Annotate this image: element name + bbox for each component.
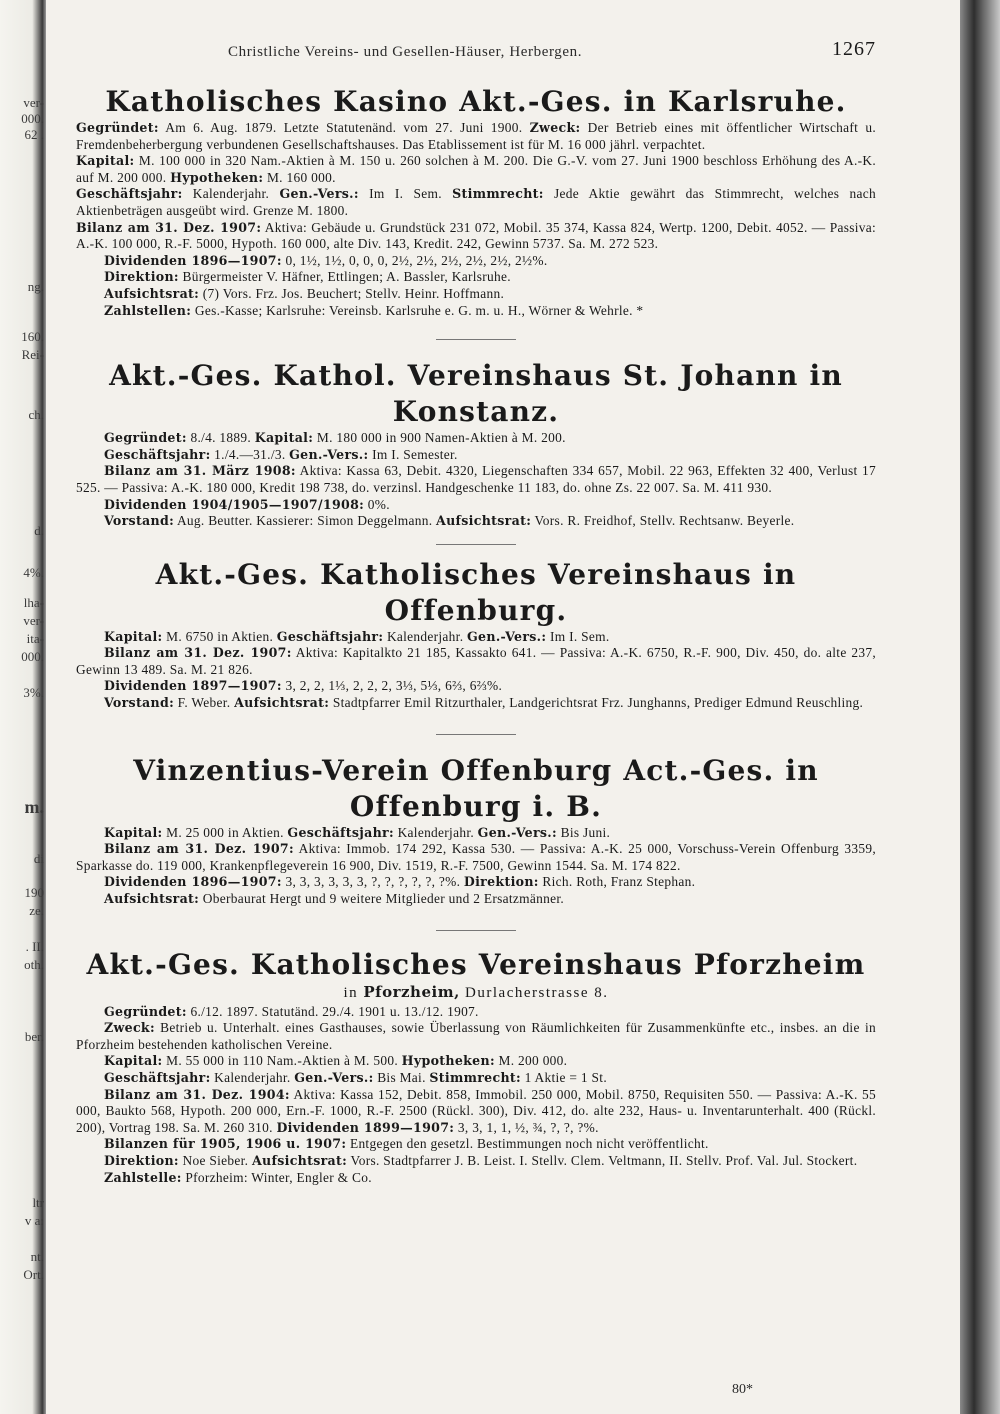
margin-fragment: 3%.	[23, 685, 44, 700]
field-label: Zweck:	[104, 1020, 155, 1036]
field-text: M. 55 000 in 110 Nam.-Aktien à M. 500.	[162, 1053, 402, 1069]
margin-fragment: ltr	[32, 1195, 44, 1210]
field-text: M. 100 000 in 320 Nam.-Aktien à M. 150 u. 260 solchen à M. 200. Die G.-V. vom 27. Juni 1900 beschloss Erhöhung des A.-K. auf M. 200 000.	[76, 153, 876, 185]
field-label: Kapital:	[104, 628, 163, 644]
field-text: Der Betrieb eines mit öffentlicher Wirtschaft u. Fremdenbeherbergung verbundenen Gesellschaftshauses. Das Etablissement ist für M. 16 000 jährl. verpachtet.	[76, 120, 877, 152]
field-text: Noe Sieber.	[178, 1152, 252, 1168]
field-text: M. 160 000.	[263, 169, 336, 185]
field-label: Direktion:	[104, 269, 179, 285]
field-text: M. 25 000 in Aktien.	[162, 824, 288, 840]
field-label: Geschäftsjahr:	[276, 628, 384, 644]
margin-fragment: d.	[34, 523, 44, 538]
field-text: Aktiva: Kapitalkto 21 185, Kassakto 641. — Passiva: A.-K. 6750, R.-F. 900, Div. 450, do. alte 237, Gewinn 13 489. Sa. M. 21 826.	[76, 645, 877, 677]
running-title: Christliche Vereins- und Gesellen-Häuser, Herbergen.	[228, 44, 583, 60]
entry-line	[76, 1153, 876, 1170]
field-text: Aug. Beutter. Kassierer: Simon Deggelmann.	[174, 513, 437, 529]
entry-line	[76, 1020, 876, 1053]
field-label: Dividenden 1896—1907:	[104, 874, 282, 890]
field-label: Aufsichtsrat:	[251, 1152, 348, 1168]
field-label: Zahlstelle:	[104, 1169, 182, 1185]
field-text: Im I. Semester.	[368, 446, 458, 462]
field-text: Betrieb u. Unterhalt. eines Gasthauses, sowie Überlassung von Räumlichkeiten für Zusammenkünfte etc., insbes. an die in Pforzheim bestehenden katholischen Vereine.	[76, 1020, 876, 1052]
field-text: 0, 1½, 1½, 0, 0, 0, 2½, 2½, 2½, 2½, 2½, 2½%.	[281, 252, 548, 268]
margin-fragment: 000.	[21, 111, 44, 126]
field-label: Dividenden 1899—1907:	[276, 1119, 455, 1135]
field-text: 6./12. 1897. Statutänd. 29./4. 1901 u. 13./12. 1907.	[186, 1003, 479, 1019]
field-label: Geschäftsjahr:	[104, 446, 211, 462]
subtitle-prefix: in	[343, 984, 364, 1001]
field-text: Aktiva: Kassa 63, Debit. 4320, Liegenschaften 334 657, Mobil. 22 963, Effekten 32 400, Verlust 17 525. — Passiva: A.-K. 180 000, Kredit 198 738, do. verzinsl. Handgeschenke 11 183, do. ohne Zs. 22 007. Sa. M. 411 930.	[76, 463, 876, 495]
margin-fragment: 160.	[21, 329, 44, 344]
field-label: Aufsichtsrat:	[234, 695, 330, 711]
field-label: Direktion:	[463, 874, 539, 890]
entry-line	[76, 286, 876, 303]
entry-line	[76, 463, 876, 496]
field-text: Kalenderjahr.	[182, 186, 280, 202]
field-text: Im I. Sem.	[358, 186, 453, 202]
field-text: Bis Mai.	[373, 1070, 430, 1085]
entry-line	[76, 447, 876, 464]
field-text: Vors. R. Freidhof, Stellv. Rechtsanw. Beyerle.	[531, 513, 795, 529]
field-text: Bürgermeister V. Häfner, Ettlingen; A. Bassler, Karlsruhe.	[178, 269, 511, 285]
signature-mark: 80*	[732, 1382, 753, 1397]
margin-fragment: ver-	[23, 613, 44, 628]
field-label: Gegründet:	[76, 120, 159, 135]
field-label: Vorstand:	[104, 513, 175, 529]
field-text: Stadtpfarrer Emil Ritzurthaler, Landgerichtsrat Frz. Junghanns, Prediger Edmund Reuschling.	[329, 695, 864, 711]
field-text: (7) Vors. Frz. Jos. Beuchert; Stellv. Heinr. Hoffmann.	[199, 285, 505, 301]
entry-line	[76, 513, 876, 530]
field-label: Vorstand:	[104, 695, 175, 711]
company-title: Katholisches Kasino Akt.-Ges. in Karlsruhe.	[105, 85, 847, 118]
field-label: Kapital:	[104, 1053, 163, 1069]
entry-line	[76, 120, 876, 153]
field-text: 3, 3, 3, 3, 3, 3, ?, ?, ?, ?, ?, ?%.	[281, 874, 464, 890]
entry-line	[76, 1136, 876, 1153]
field-label: Aufsichtsrat:	[436, 513, 532, 529]
section-divider	[436, 339, 516, 340]
field-label: Bilanz am 31. Dez. 1907:	[104, 645, 292, 661]
entry-line	[76, 253, 876, 270]
field-text: M. 200 000.	[494, 1053, 568, 1069]
company-title: Akt.-Ges. Katholisches Vereinshaus in Offenburg.	[155, 557, 797, 627]
field-label: Stimmrecht:	[429, 1070, 521, 1085]
entry-line	[76, 153, 876, 186]
field-text: Bis Juni.	[556, 824, 611, 840]
field-label: Geschäftsjahr:	[76, 186, 183, 202]
company-entry	[76, 84, 876, 319]
field-label: Kapital:	[254, 430, 314, 446]
company-entry	[76, 358, 876, 530]
field-label: Zahlstellen:	[104, 302, 192, 318]
section-divider	[436, 930, 516, 931]
field-label: Stimmrecht:	[452, 186, 544, 202]
field-text: 0%.	[364, 496, 390, 512]
field-text: Oberbaurat Hergt und 9 weitere Mitglieder und 2 Ersatzmänner.	[199, 891, 565, 907]
margin-fragment: ng.	[27, 279, 44, 294]
margin-fragment: . II.	[25, 939, 44, 954]
field-text: F. Weber.	[174, 695, 235, 711]
company-subtitle	[76, 983, 876, 1002]
entry-line	[76, 497, 876, 514]
company-title: Akt.-Ges. Kathol. Vereinshaus St. Johann in Konstanz.	[109, 359, 843, 429]
margin-fragment: di	[33, 851, 44, 866]
margin-fragment: Ort.	[23, 1267, 44, 1282]
field-label: Bilanz am 31. Dez. 1907:	[76, 219, 262, 235]
field-label: Dividenden 1896—1907:	[104, 252, 282, 268]
margin-fragment: 4%.	[23, 565, 44, 580]
field-text: Am 6. Aug. 1879. Letzte Statutenänd. vom 27. Juni 1900.	[158, 120, 530, 135]
field-text: Vors. Stadtpfarrer J. B. Leist. I. Stellv. Clem. Veltmann, II. Stellv. Prof. Val. Jul. Stockert.	[347, 1152, 858, 1168]
entry-line	[76, 186, 876, 219]
margin-fragment: ita-	[26, 631, 44, 646]
field-label: Hypotheken:	[401, 1053, 495, 1069]
field-text: Rich. Roth, Franz Stephan.	[538, 874, 696, 890]
margin-fragment: ber.	[24, 1029, 44, 1044]
field-text: 1 Aktie = 1 St.	[520, 1070, 607, 1085]
entry-line	[76, 303, 876, 320]
field-label: Gen.-Vers.:	[279, 186, 359, 202]
entry-line	[76, 695, 876, 712]
field-label: Zweck:	[529, 120, 581, 135]
entry-line	[76, 430, 876, 447]
field-text: M. 6750 in Aktien.	[162, 628, 277, 644]
field-label: Direktion:	[104, 1152, 179, 1168]
field-text: Aktiva: Gebäude u. Grundstück 231 072, Mobil. 35 374, Kassa 824, Wertp. 1200, Debit. 4052. — Passiva: A.-K. 100 000, R.-F. 5000, Hypoth. 160 000, alte Div. 143, Kredit. 242, Gewinn 5737. Sa. M. 272 523.	[76, 219, 877, 252]
field-text: Kalenderjahr.	[210, 1070, 295, 1085]
field-text: 1./4.—31./3.	[210, 446, 290, 462]
section-divider	[436, 734, 516, 735]
field-label: Dividenden 1897—1907:	[104, 678, 282, 694]
field-label: Aufsichtsrat:	[104, 285, 200, 301]
entry-line	[76, 1087, 876, 1137]
field-text: Pforzheim: Winter, Engler & Co.	[181, 1169, 372, 1185]
entry-line	[76, 1004, 876, 1021]
field-label: Gen.-Vers.:	[289, 446, 369, 462]
entry-line	[76, 825, 876, 842]
field-text: 3, 2, 2, 1⅓, 2, 2, 2, 3⅓, 5⅓, 6⅔, 6⅔%.	[281, 678, 503, 694]
margin-fragment: 62 .	[24, 127, 44, 142]
margin-fragment: ch.	[28, 407, 44, 422]
running-head	[76, 38, 876, 68]
entry-line	[76, 1053, 876, 1070]
entry-line	[76, 645, 876, 678]
field-label: Gen.-Vers.:	[294, 1070, 374, 1085]
field-label: Gegründet:	[104, 1003, 187, 1019]
section-divider	[436, 544, 516, 545]
entry-line	[76, 891, 876, 908]
company-entry	[76, 753, 876, 908]
margin-fragment: lha-	[23, 595, 44, 610]
field-label: Geschäftsjahr:	[104, 1070, 211, 1085]
field-text: Jede Aktie gewährt das Stimmrecht, welches nach Aktienbeträgen ausgeübt wird. Grenze M. 1800.	[76, 186, 876, 218]
entry-line	[76, 1170, 876, 1187]
company-title: Vinzentius-Verein Offenburg Act.-Ges. in Offenburg i. B.	[133, 753, 819, 823]
field-label: Bilanz am 31. Dez. 1904:	[104, 1086, 290, 1102]
company-entry	[76, 557, 876, 712]
margin-fragment: v a:	[24, 1213, 44, 1228]
field-text: Aktiva: Kassa 152, Debit. 858, Immobil. 250 000, Mobil. 8750, Requisiten 550. — Passiva: A.-K. 55 000, Baukto 568, Hypoth. 200 000, Ern.-F. 1000, R.-F. 2500 (Rückl. 300), Div. 412, do. alte 232, Haus- u. Inventarunterhalt. 400 (Rückl. 200), Vortrag 198. Sa. M. 260 310.	[76, 1086, 876, 1135]
entry-line	[76, 874, 876, 891]
page-content	[76, 38, 876, 1186]
field-label: Aufsichtsrat:	[104, 891, 200, 907]
field-label: Kapital:	[76, 153, 135, 169]
margin-fragment: 000.	[21, 649, 44, 664]
company-title: Akt.-Ges. Katholisches Vereinshaus Pforzheim	[86, 947, 866, 981]
page-number: 1267	[832, 38, 876, 60]
field-text: Ges.-Kasse; Karlsruhe: Vereinsb. Karlsruhe e. G. m. u. H., Wörner & Wehrle. *	[191, 302, 644, 318]
subtitle-address: Durlacherstrasse 8.	[459, 984, 609, 1001]
subtitle-city: Pforzheim,	[363, 982, 460, 1001]
entry-line	[76, 220, 876, 253]
field-text: 3, 3, 1, 1, ½, ¾, ?, ?, ?%.	[454, 1119, 599, 1135]
margin-fragment: ze.	[29, 903, 44, 918]
margin-fragment: oth.	[24, 957, 44, 972]
field-label: Hypotheken:	[170, 169, 264, 185]
margin-fragment: ver-	[23, 95, 44, 110]
field-label: Bilanz am 31. Dez. 1907:	[104, 841, 294, 857]
field-text: M. 180 000 in 900 Namen-Aktien à M. 200.	[313, 430, 566, 446]
field-label: Bilanzen für 1905, 1906 u. 1907:	[104, 1136, 347, 1152]
entry-line	[76, 1070, 876, 1087]
field-text: Aktiva: Immob. 174 292, Kassa 530. — Passiva: A.-K. 25 000, Vorschuss-Verein Offenburg 3359, Sparkasse do. 119 000, Krankenpflegeverein 16 900, Div. 1519, R.-F. 7500, Gewinn 1544. Sa. M. 174 822.	[76, 841, 876, 873]
company-entry	[76, 947, 876, 1187]
field-label: Gen.-Vers.:	[467, 628, 547, 644]
entry-line	[76, 269, 876, 286]
binding-edge	[960, 0, 1000, 1414]
field-label: Gegründet:	[104, 430, 187, 446]
field-label: Bilanz am 31. März 1908:	[104, 463, 296, 479]
field-text: Im I. Sem.	[546, 628, 610, 644]
field-text: 8./4. 1889.	[186, 430, 255, 446]
margin-fragment: Rei-	[21, 347, 44, 362]
field-text: Kalenderjahr.	[383, 628, 467, 644]
field-label: Gen.-Vers.:	[477, 824, 557, 840]
margin-fragment: nt.	[30, 1249, 44, 1264]
margin-fragment: m.	[24, 797, 44, 817]
field-text: Entgegen den gesetzl. Bestimmungen noch nicht veröffentlicht.	[346, 1136, 709, 1152]
margin-fragment: 190	[24, 885, 44, 900]
field-text: Kalenderjahr.	[393, 824, 478, 840]
entry-line	[76, 841, 876, 874]
field-label: Dividenden 1904/1905—1907/1908:	[104, 496, 365, 512]
field-label: Geschäftsjahr:	[287, 824, 394, 840]
field-label: Kapital:	[104, 824, 163, 840]
entry-line	[76, 678, 876, 695]
entry-line	[76, 629, 876, 646]
